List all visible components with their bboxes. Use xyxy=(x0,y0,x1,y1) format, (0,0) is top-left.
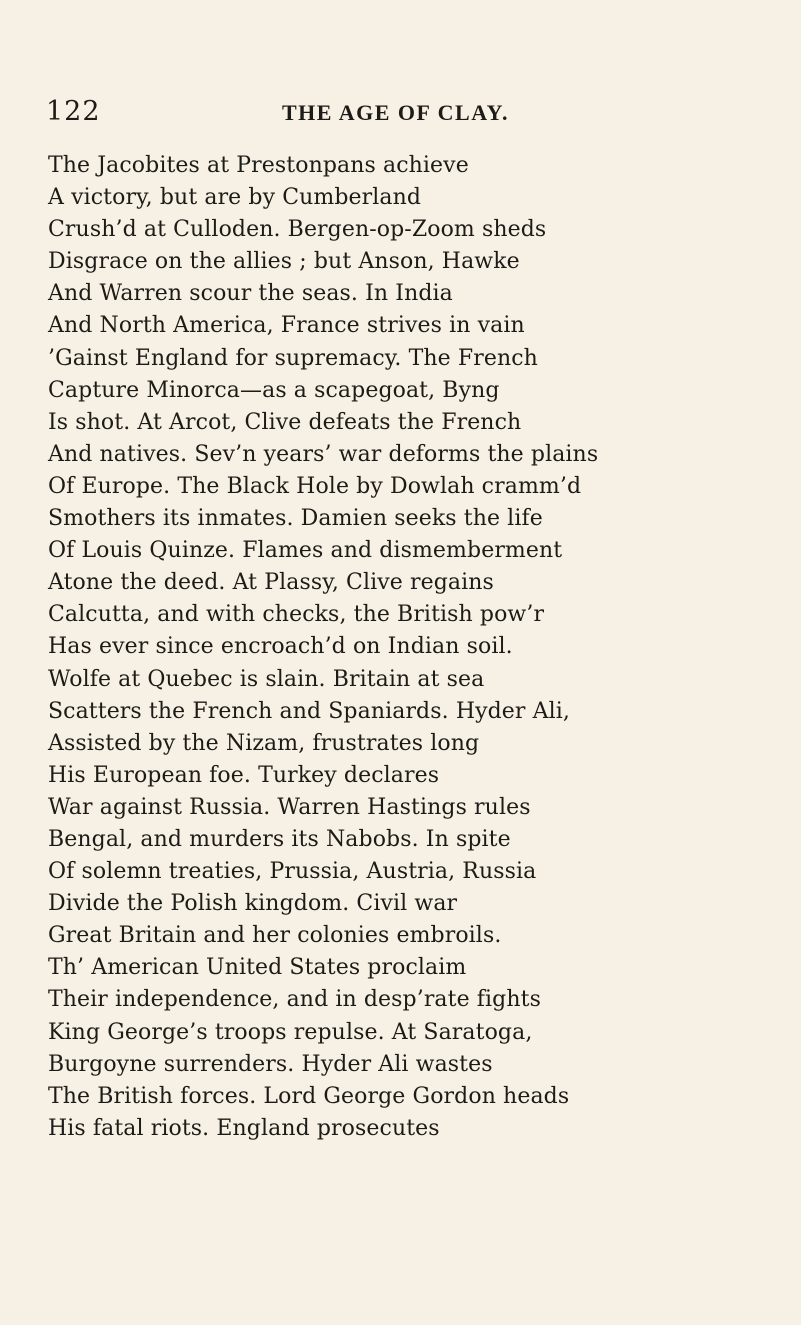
verse-line: His fatal riots. England prosecutes xyxy=(48,1115,440,1141)
verse-line: Smothers its inmates. Damien seeks the life xyxy=(48,506,543,532)
verse-line: King George’s troops repulse. At Saratoga, xyxy=(48,1019,533,1045)
verse-line: A victory, but are by Cumberland xyxy=(48,185,422,211)
verse-line: The Jacobites at Prestonpans achieve xyxy=(48,153,469,178)
verse-line: Bengal, and murders its Nabobs. In spite xyxy=(48,826,511,852)
verse-line: Th’ American United States proclaim xyxy=(48,955,467,981)
verse-line: And North America, France strives in vain xyxy=(48,313,525,339)
verse-line: Burgoyne surrenders. Hyder Ali wastes xyxy=(48,1051,493,1077)
verse-line: ’Gainst England for supremacy. The French xyxy=(48,345,538,371)
verse-line: Wolfe at Quebec is slain. Britain at sea xyxy=(48,666,485,692)
verse-line: Atone the deed. At Plassy, Clive regains xyxy=(48,570,494,596)
verse-line: Their independence, and in desp’rate fights xyxy=(48,987,541,1013)
verse-line: Has ever since encroach’d on Indian soil. xyxy=(48,634,513,660)
verse-line: Calcutta, and with checks, the British pow’r xyxy=(48,602,545,628)
verse-line: The British forces. Lord George Gordon heads xyxy=(48,1083,570,1109)
verse-line: War against Russia. Warren Hastings rules xyxy=(48,794,531,820)
page-header xyxy=(46,96,686,136)
verse-line: Capture Minorca—as a scapegoat, Byng xyxy=(48,377,500,403)
verse-line: Of Louis Quinze. Flames and dismemberment xyxy=(48,538,563,564)
running-title: THE AGE OF CLAY. xyxy=(282,100,509,125)
verse-line: Is shot. At Arcot, Clive defeats the French xyxy=(48,409,522,435)
verse-line: Of Europe. The Black Hole by Dowlah cramm’d xyxy=(48,473,582,499)
verse-line: And natives. Sev’n years’ war deforms the plains xyxy=(48,441,599,467)
verse-line: Scatters the French and Spaniards. Hyder Ali, xyxy=(48,698,570,724)
page-number: 122 xyxy=(46,96,101,127)
verse-line: Disgrace on the allies ; but Anson, Hawke xyxy=(48,249,520,275)
verse-line: Assisted by the Nizam, frustrates long xyxy=(48,730,480,756)
poem-body xyxy=(48,150,793,1145)
verse-line: Crush’d at Culloden. Bergen-op-Zoom sheds xyxy=(48,217,547,243)
verse-line: And Warren scour the seas. In India xyxy=(48,281,453,307)
verse-line: Divide the Polish kingdom. Civil war xyxy=(48,891,458,917)
verse-line: Great Britain and her colonies embroils. xyxy=(48,923,502,949)
verse-line: His European foe. Turkey declares xyxy=(48,762,440,788)
verse-line: Of solemn treaties, Prussia, Austria, Russia xyxy=(48,859,537,885)
